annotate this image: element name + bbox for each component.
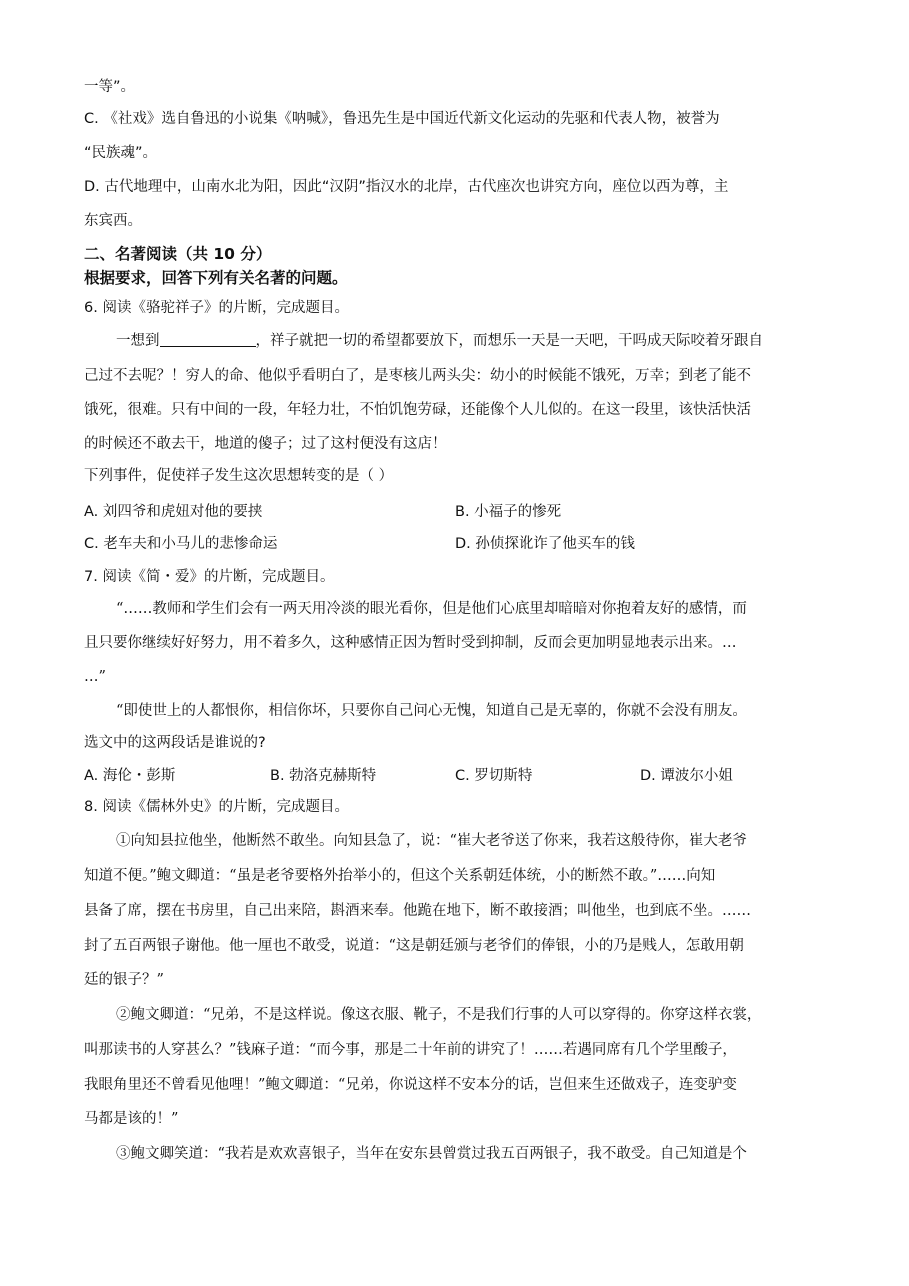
option-c-line: “民族魂”。 bbox=[84, 145, 158, 161]
option-b: B. 小福子的惨死 bbox=[455, 504, 562, 520]
option-c: C. 老车夫和小马儿的悲惨命运 bbox=[84, 536, 278, 552]
option-c-line: C. 《社戏》选自鲁迅的小说集《呐喊》，鲁迅先生是中国近代新文化运动的先驱和代表人物，被誉为 bbox=[84, 111, 720, 127]
option-a: A. 刘四爷和虎妞对他的要挟 bbox=[84, 504, 263, 520]
option-d: D. 孙侦探讹诈了他买车的钱 bbox=[455, 536, 635, 552]
passage-line: “即使世上的人都恨你，相信你坏，只要你自己问心无愧，知道自己是无辜的，你就不会没有朋友。 bbox=[116, 703, 747, 719]
passage-line: 饿死，很难。只有中间的一段，年轻力壮，不怕饥饱劳碌，还能像个人儿似的。在这一段里，该快活快活 bbox=[84, 402, 751, 418]
section-title: 二、名著阅读（共 10 分） bbox=[84, 245, 272, 263]
option-d-line: 东宾西。 bbox=[84, 213, 142, 229]
passage-line: 我眼角里还不曾看见他哩！”鲍文卿道：“兄弟，你说这样不安本分的话，岂但来生还做戏子，连变驴变 bbox=[84, 1077, 737, 1093]
passage-line bbox=[116, 331, 763, 351]
question-7-prompt: 选文中的这两段话是谁说的? bbox=[84, 735, 266, 751]
question-6-stem: 6. 阅读《骆驼祥子》的片断，完成题目。 bbox=[84, 300, 349, 316]
passage-line: ③鲍文卿笑道：“我若是欢欢喜银子，当年在安东县曾赏过我五百两银子，我不敢受。自己知道是个 bbox=[116, 1146, 747, 1162]
section-instruction: 根据要求，回答下列有关名著的问题。 bbox=[84, 269, 348, 287]
text-line: 一等”。 bbox=[84, 79, 136, 95]
question-7-stem: 7. 阅读《简・爱》的片断，完成题目。 bbox=[84, 569, 335, 585]
passage-line: 马都是该的！” bbox=[84, 1111, 179, 1127]
option-d: D. 谭波尔小姐 bbox=[640, 768, 733, 784]
passage-line: “……教师和学生们会有一两天用冷淡的眼光看你，但是他们心底里却暗暗对你抱着友好的感情，而 bbox=[116, 601, 747, 617]
passage-line: 叫那读书的人穿甚么？”钱麻子道：“而今事，那是二十年前的讲究了！……若遇同席有几个学里酸子， bbox=[84, 1042, 737, 1058]
passage-line: 封了五百两银子谢他。他一厘也不敢受，说道：“这是朝廷颁与老爷们的俸银，小的乃是贱人，怎敢用朝 bbox=[84, 938, 744, 954]
passage-text: ，祥子就把一切的希望都要放下，而想乐一天是一天吧，干吗成天际咬着牙跟自 bbox=[255, 333, 763, 349]
option-d-line: D. 古代地理中，山南水北为阳，因此“汉阴”指汉水的北岸，古代座次也讲究方向，座位以西为尊，主 bbox=[84, 179, 729, 195]
passage-line: 廷的银子？” bbox=[84, 972, 164, 988]
passage-line: 知道不便。”鲍文卿道：“虽是老爷要格外抬举小的，但这个关系朝廷体统，小的断然不敢。”……向知 bbox=[84, 868, 716, 884]
passage-text: 一想到 bbox=[116, 333, 160, 349]
option-c: C. 罗切斯特 bbox=[455, 768, 533, 784]
passage-line: ①向知县拉他坐，他断然不敢坐。向知县急了，说：“崔大老爷送了你来，我若这般待你，崔大老爷 bbox=[116, 833, 747, 849]
passage-line: 己过不去呢？！穷人的命、他似乎看明白了，是枣核儿两头尖：幼小的时候能不饿死，万幸；到老了能不 bbox=[84, 368, 751, 384]
passage-line: ②鲍文卿道：“兄弟，不是这样说。像这衣服、靴子，不是我们行事的人可以穿得的。你穿这样衣裳， bbox=[116, 1007, 762, 1023]
question-6-prompt: 下列事件，促使祥子发生这次思想转变的是（ ） bbox=[84, 468, 394, 484]
fill-blank bbox=[160, 332, 256, 347]
option-a: A. 海伦・彭斯 bbox=[84, 768, 176, 784]
passage-line: …” bbox=[84, 669, 106, 685]
question-8-stem: 8. 阅读《儒林外史》的片断，完成题目。 bbox=[84, 799, 349, 815]
passage-line: 的时候还不敢去干，地道的傻子；过了这村便没有这店！ bbox=[84, 436, 447, 452]
passage-line: 且只要你继续好好努力，用不着多久，这种感情正因为暂时受到抑制，反而会更加明显地表示出来。… bbox=[84, 635, 737, 651]
option-b: B. 勃洛克赫斯特 bbox=[270, 768, 377, 784]
passage-line: 县备了席，摆在书房里，自己出来陪，斟酒来奉。他跪在地下，断不敢接酒；叫他坐，也到底不坐。…… bbox=[84, 903, 751, 919]
